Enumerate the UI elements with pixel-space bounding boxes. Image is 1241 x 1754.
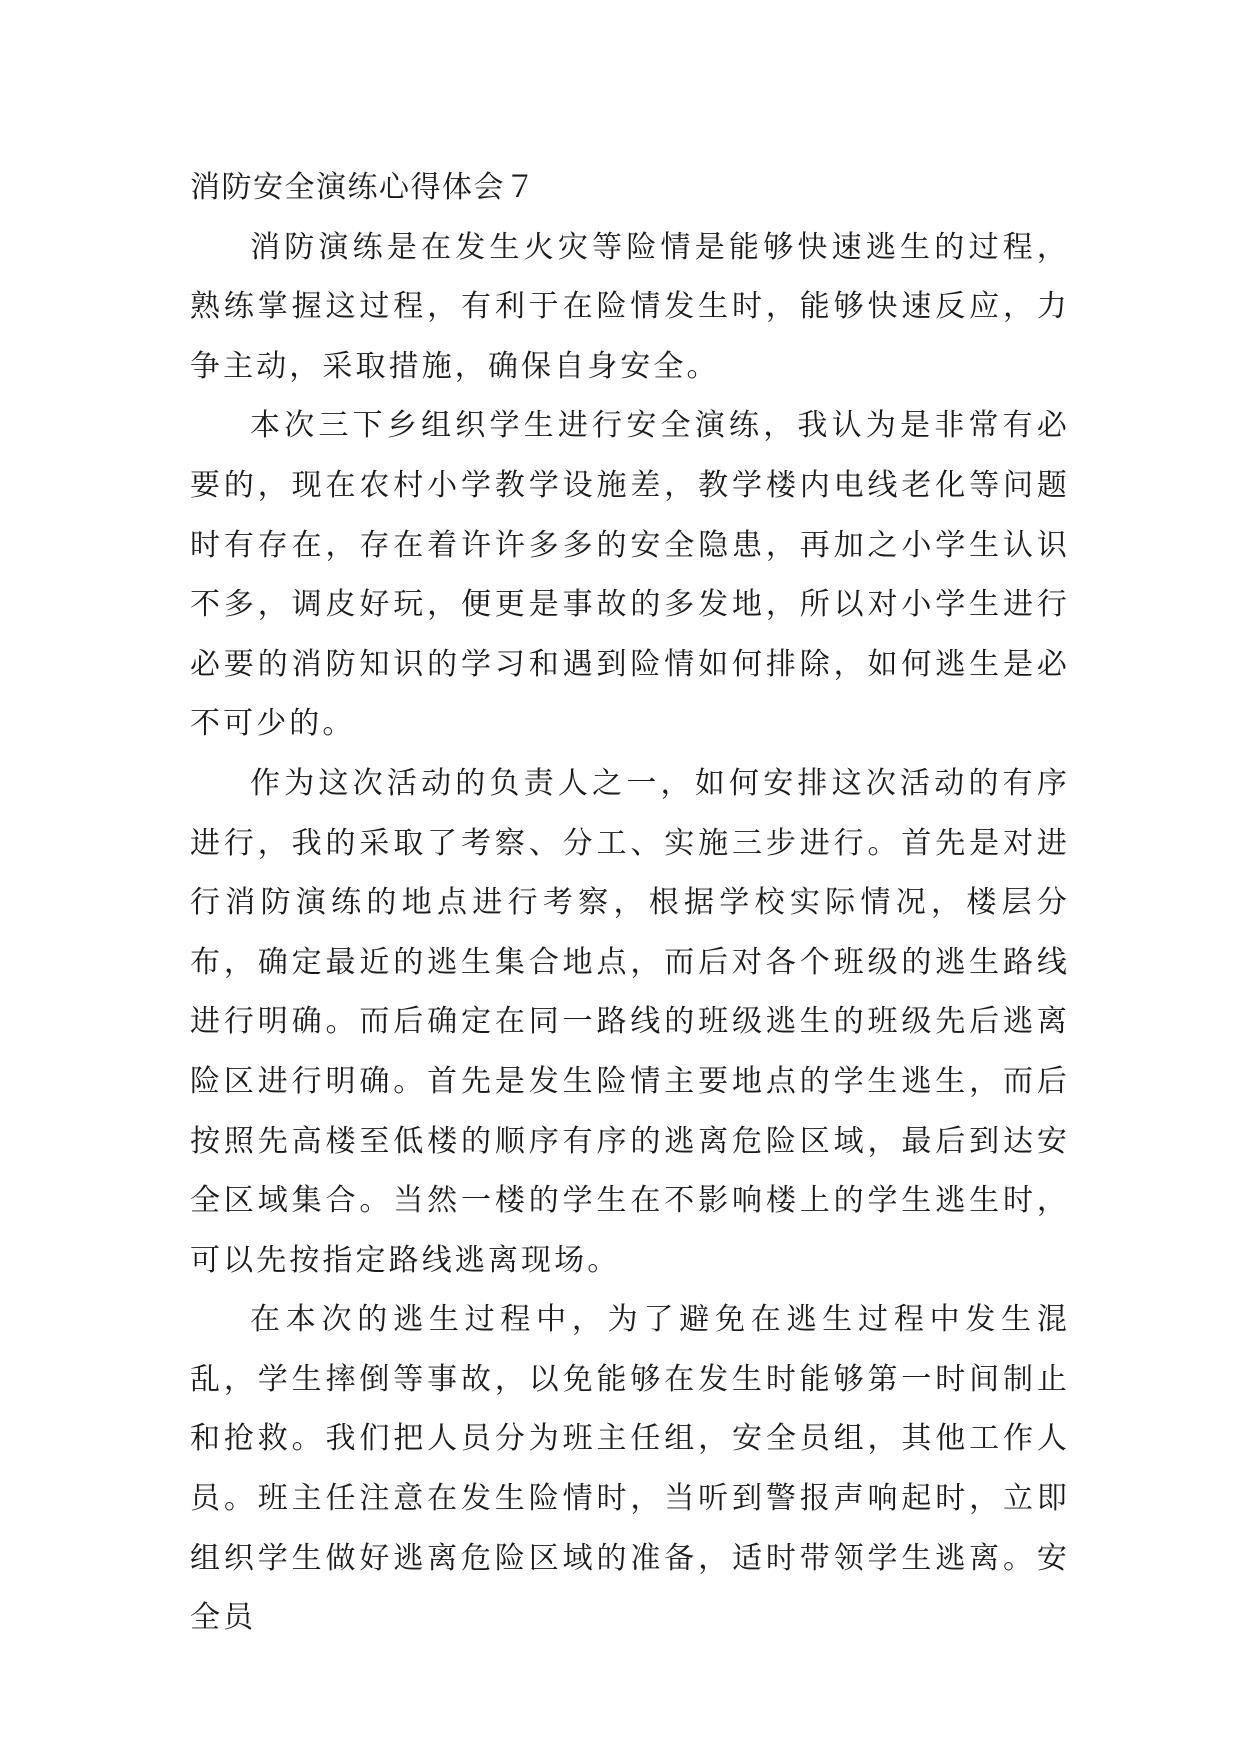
document-title: 消防安全演练心得体会７ xyxy=(190,170,537,205)
document-body xyxy=(190,158,1070,1648)
paragraph-3: 作为这次活动的负责人之一，如何安排这次活动的有序进行，我的采取了考察、分工、实施三步进行。首先是对进行消防演练的地点进行考察，根据学校实际情况，楼层分布，确定最近的逃生集合地点，而后对各个班级的逃生路线进行明确。而后确定在同一路线的班级逃生的班级先后逃离险区进行明确。首先是发生险情主要地点的学生逃生，而后按照先高楼至低楼的顺序有序的逃离危险区域，最后到达安全区域集合。当然一楼的学生在不影响楼上的学生逃生时，可以先按指定路线逃离现场。 xyxy=(190,765,1070,1278)
paragraph-1: 消防演练是在发生火灾等险情是能够快速逃生的过程，熟练掌握这过程，有利于在险情发生时，能够快速反应，力争主动，采取措施，确保自身安全。 xyxy=(190,229,1070,384)
paragraph-2: 本次三下乡组织学生进行安全演练，我认为是非常有必要的，现在农村小学教学设施差，教学楼内电线老化等问题时有存在，存在着许许多多的安全隐患，再加之小学生认识不多，调皮好玩，便更是事故的多发地，所以对小学生进行必要的消防知识的学习和遇到险情如何排除，如何逃生是必不可少的。 xyxy=(190,408,1070,742)
paragraph-4: 在本次的逃生过程中，为了避免在逃生过程中发生混乱，学生摔倒等事故，以免能够在发生时能够第一时间制止和抢救。我们把人员分为班主任组，安全员组，其他工作人员。班主任注意在发生险情时，当听到警报声响起时，立即组织学生做好逃离危险区域的准备，适时带领学生逃离。安全员 xyxy=(190,1302,1070,1636)
